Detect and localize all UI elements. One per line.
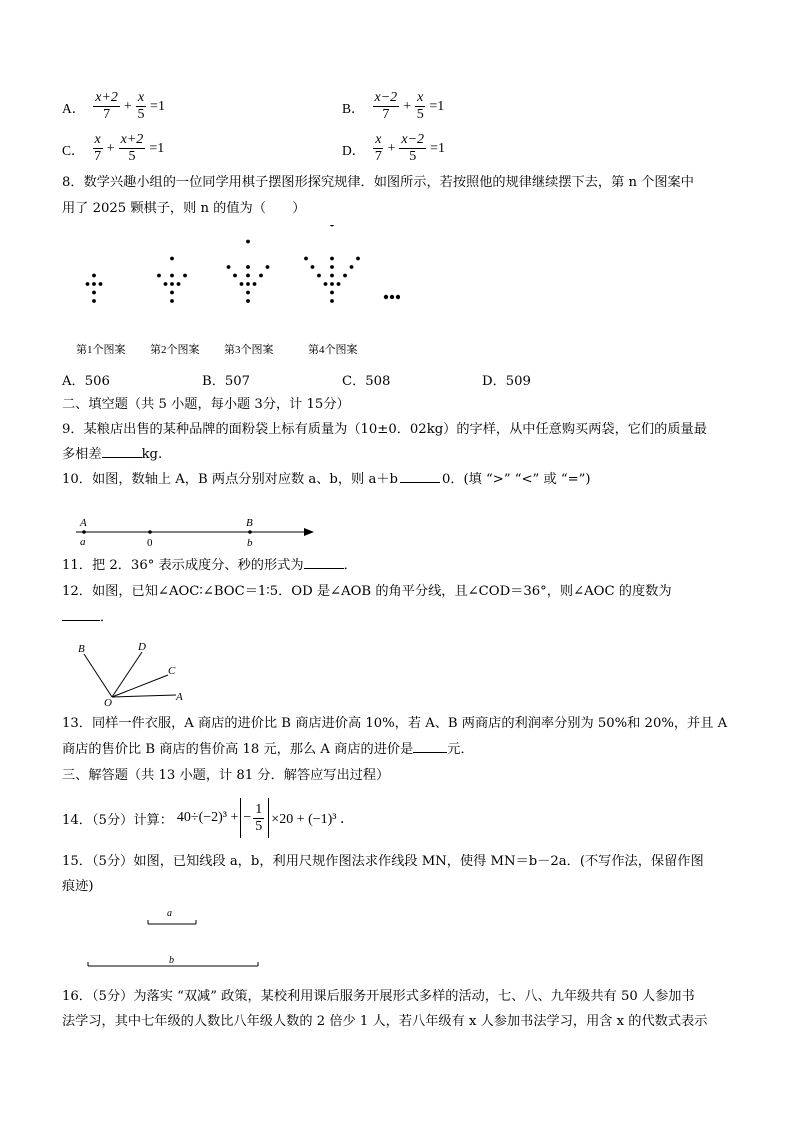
fraction [415, 90, 425, 123]
answer-blank [413, 752, 447, 753]
q12-line-2 [62, 609, 113, 627]
q13-line-2 [62, 741, 474, 759]
q9-line-1: 9．某粮店出售的某种品牌的面粉袋上标有质量为（10±0．02kg）的字样，从中任意购买两袋，它们的质量最 [62, 422, 707, 437]
pattern-3-stem-dot [246, 282, 250, 286]
segments-figure [80, 906, 270, 970]
option-label: B． [342, 100, 365, 116]
q9-line-2 [62, 446, 162, 464]
q12-line-1: 12．如图，已知∠AOC∶∠BOC＝1∶5．OD 是∠AOB 的角平分线，且∠COD＝36°，则∠AOC 的度数为 [62, 584, 672, 599]
q13-unit: 元． [447, 742, 474, 757]
angle-figure [72, 638, 192, 708]
pattern-4-arm-dot [317, 274, 321, 278]
pattern-4-stem-dot [330, 282, 334, 286]
answer-blank [304, 568, 344, 569]
pattern-2-arm-dot [164, 282, 168, 286]
q14-expr-part-1: 40÷(−2)³ + [176, 810, 239, 825]
q11-line [62, 557, 357, 575]
q11-period: ． [343, 558, 357, 573]
q16-line-2: 法学习，其中七年级的人数比八年级人数的 2 倍少 1 人，若八年级有 x 人参加书法学习，用含 x 的代数式表示 [62, 1014, 708, 1029]
q10-text-tail: 0．(填 “>” “<” 或 “=”) [441, 472, 591, 487]
denominator: 7 [374, 149, 382, 164]
pattern-2-arm-dot [183, 274, 187, 278]
q12-period: ． [100, 610, 114, 625]
equation-rhs: =1 [429, 98, 445, 114]
pattern-4-stem-dot [330, 274, 334, 278]
answer-blank [102, 457, 142, 458]
pattern-3-stem-dot [246, 299, 250, 303]
equation-rhs: =1 [149, 140, 165, 156]
pattern-4-arm-dot [324, 282, 328, 286]
denominator: 5 [137, 107, 145, 122]
pattern-3-stem-dot [246, 265, 250, 269]
q8-line-2: 用了 2025 颗棋子，则 n 的值为（ ） [62, 201, 306, 216]
denominator: 5 [416, 107, 424, 122]
pattern-4-stem-dot [330, 291, 334, 295]
q9-unit: kg. [141, 447, 163, 462]
q7-option-d: D． $\frac{x}{7}$ + $\frac{x-2}{5}$ =1 [342, 132, 445, 164]
pattern-2-arm-dot [157, 274, 161, 278]
equation-rhs: =1 [430, 140, 445, 156]
pattern-2-apex-dot [170, 257, 174, 261]
pattern-4-stem-dot [330, 265, 334, 269]
pattern-4-stem-dot [330, 299, 334, 303]
q16-line-1: 16．（5分）为落实 “双减” 政策，某校利用课后服务开展形式多样的活动，七、八、九年级共有 50 人参加书 [62, 989, 695, 1004]
q15-line-2: 痕迹) [62, 879, 94, 894]
pattern-3-arm-dot [259, 274, 263, 278]
point-o-label: O [104, 697, 112, 708]
pattern-3-stem-dot [246, 291, 250, 295]
pattern-2-stem-dot [170, 274, 174, 278]
answer-blank [62, 620, 100, 621]
q8-option-b: B．507 [202, 374, 251, 389]
fraction [119, 132, 146, 165]
caption-1: 第1个图案 [76, 344, 126, 356]
pattern-4-arm-dot [350, 265, 354, 269]
fraction [93, 90, 120, 123]
caption-2: 第2个图案 [150, 344, 200, 356]
value-a-label: a [80, 536, 86, 548]
q10-text: 10．如图，数轴上 A，B 两点分别对应数 a、b，则 a＋b [62, 472, 398, 487]
numerator: 1 [255, 801, 263, 817]
pattern-4-arm-dot [337, 282, 341, 286]
denominator: 7 [382, 107, 390, 122]
pattern-3-arm-dot [253, 282, 257, 286]
pattern-1-stem-dot [92, 282, 96, 286]
fraction [399, 132, 426, 165]
option-label: D． [342, 142, 366, 158]
fraction [373, 132, 383, 165]
q7-option-a: A． $\frac{x+2}{7}$ + $\frac{x}{5}$ =1 [62, 90, 165, 122]
pattern-1-stem-dot [92, 299, 96, 303]
pattern-4-arm-dot [311, 265, 315, 269]
pattern-4-arm-dot [304, 257, 308, 261]
pattern-4-stem-dot [330, 257, 334, 261]
q14-expr-part-2: ×20 + (−1)³ ． [271, 812, 355, 827]
q8-pattern-figure [60, 225, 400, 365]
pattern-2-stem-dot [170, 282, 174, 286]
q13-line-1: 13．同样一件衣服，A 商店的进价比 B 商店进价高 10%，若 A、B 两商店的利润率分别为 50%和 20%，并且 A [62, 716, 728, 731]
denominator: 5 [255, 818, 263, 834]
caption-3: 第3个图案 [224, 344, 274, 356]
pattern-2-arm-dot [177, 282, 181, 286]
q14-line [62, 798, 354, 838]
pattern-3-stem-dot [246, 274, 250, 278]
fraction [373, 90, 400, 123]
point-a-label: A [176, 691, 183, 703]
pattern-4-arm-dot [356, 257, 360, 261]
point-a-label: A [80, 517, 87, 529]
q15-line-1: 15．（5分）如图，已知线段 a，b，利用尺规作图法求作线段 MN，使得 MN＝b－2a．(不写作法，保留作图 [62, 854, 704, 869]
q13-text: 商店的售价比 B 商店的售价高 18 元，那么 A 商店的进价是 [62, 742, 414, 757]
q8-option-d: D．509 [482, 374, 531, 389]
q8-option-a: A．506 [62, 374, 110, 389]
q10-line-1 [62, 471, 591, 489]
fraction [253, 802, 264, 835]
origin-label: 0 [147, 537, 153, 549]
numerator: x [137, 90, 145, 105]
numerator: x−2 [374, 90, 398, 105]
pattern-1-apex-dot [92, 274, 96, 278]
q9-text: 多相差 [62, 447, 102, 462]
absolute-value: − $\frac{1}{5}$ [240, 798, 269, 838]
numerator: x [417, 90, 424, 105]
pattern-3-arm-dot [227, 265, 231, 269]
pattern-3-apex-dot [246, 240, 250, 244]
denominator: 5 [409, 149, 417, 164]
numerator: x [94, 132, 101, 147]
caption-4: 第4个图案 [308, 344, 358, 356]
numerator: x [375, 132, 382, 147]
q8-option-c: C．508 [342, 374, 391, 389]
point-d-label: D [138, 641, 146, 653]
pattern-2-stem-dot [170, 291, 174, 295]
number-line-figure [70, 514, 320, 550]
point-b-label: B [78, 643, 85, 655]
ellipsis-dots [384, 295, 400, 299]
numerator: x+2 [95, 90, 118, 105]
pattern-1-arm-dot [86, 282, 90, 286]
pattern-4-arm-dot [343, 274, 347, 278]
option-label: C． [62, 142, 85, 158]
q8-line-1: 8．数学兴趣小组的一位同学用棋子摆图形探究规律．如图所示，若按照他的规律继续摆下去，第 n 个图案中 [62, 175, 694, 190]
numerator: x−2 [401, 132, 425, 147]
segment-b-label: b [169, 955, 174, 966]
answer-blank [400, 482, 440, 483]
numerator: x+2 [120, 132, 144, 147]
pattern-1-arm-dot [99, 282, 103, 286]
point-b-label: B [246, 517, 253, 529]
pattern-1-stem-dot [92, 291, 96, 295]
fraction [93, 132, 103, 165]
denominator: 7 [94, 149, 102, 164]
denominator: 5 [128, 149, 136, 164]
segment-a-label: a [167, 908, 172, 919]
pattern-3-arm-dot [266, 265, 270, 269]
pattern-3-arm-dot [240, 282, 244, 286]
pattern-3-arm-dot [233, 274, 237, 278]
q11-text: 11．把 2．36° 表示成度分、秒的形式为 [62, 558, 304, 573]
fraction [136, 90, 146, 123]
pattern-4-apex-dot [330, 225, 334, 226]
denominator: 7 [103, 107, 111, 122]
equation-rhs: =1 [150, 98, 165, 114]
q7-option-b: B． $\frac{x-2}{7}$ + $\frac{x}{5}$ =1 [342, 90, 445, 122]
section-heading-fill-in: 二、填空题（共 5 小题，每小题 3分，计 15分） [62, 397, 350, 412]
section-heading-solutions: 三、解答题（共 13 小题，计 81 分．解答应写出过程） [62, 768, 390, 783]
option-label: A． [62, 100, 86, 116]
q14-prefix: 14．（5分）计算： [62, 812, 173, 828]
pattern-2-stem-dot [170, 299, 174, 303]
point-c-label: C [168, 665, 176, 677]
value-b-label: b [247, 537, 253, 549]
q7-option-c: C． $\frac{x}{7}$ + $\frac{x+2}{5}$ =1 [62, 132, 165, 164]
